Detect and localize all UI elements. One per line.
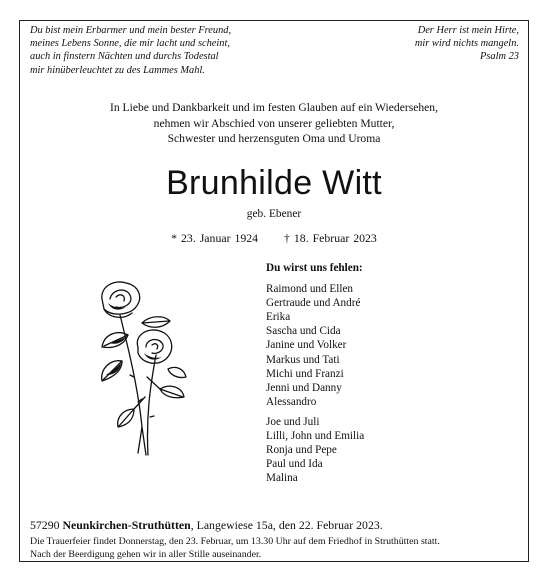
life-dates [20,231,528,246]
poem-left-line: mir hinüberleuchtet zu des Lammes Mahl. [30,64,205,76]
intro-line: Schwester und herzensguten Oma und Uroma [167,132,381,146]
list-item: Jenni und Danny [266,381,342,394]
poem-left-line: meines Lebens Sonne, die mir lacht und scheint, [30,38,230,50]
list-item: Lilli, John und Emilia [266,430,365,443]
town-name: Neunkirchen-Struthütten [62,518,191,532]
intro-text [20,100,528,147]
list-item: Markus und Tati [266,353,340,366]
psalm-reference: Psalm 23 [480,51,519,63]
poem-left-line: Du bist mein Erbarmer und mein bester Freund, [30,25,232,36]
list-item: Janine und Volker [266,339,347,352]
poem-left [30,24,231,77]
obituary-frame [19,20,529,562]
funeral-service-notice [30,536,440,561]
list-item: Erika [266,311,291,324]
psalm-line: Der Herr ist mein Hirte, [417,25,519,36]
list-item: Raimond und Ellen [266,283,354,296]
list-item: Michi und Franzi [266,367,344,380]
poem-left-line: auch in finstern Nächten und durchs Todestal [30,51,219,63]
birth-date: * 23. Januar 1924 [171,231,259,245]
deceased-name: Brunhilde Witt [166,164,382,202]
death-date: † 18. Februar 2023 [284,231,377,245]
intro-line: In Liebe und Dankbarkeit und im festen Glauben auf ein Wiedersehen, [109,101,438,114]
list-item: Ronja und Pepe [266,444,337,457]
mourners-group-grandchildren [266,415,364,485]
list-item: Alessandro [266,395,317,408]
list-item: Malina [266,472,298,485]
list-item: Paul und Ida [266,458,323,471]
address-and-date: , Langewiese 15a, den 22. Februar 2023. [190,518,383,532]
list-item: Gertraude und André [266,297,361,310]
rose-illustration-icon [90,277,190,457]
maiden-name: geb. Ebener [246,208,302,220]
service-line: Nach der Beerdigung gehen wir in aller Stille auseinander. [30,548,262,560]
list-item: Joe und Juli [266,415,320,428]
intro-line: nehmen wir Abschied von unserer geliebten Mutter, [153,116,395,130]
psalm-quote [415,24,519,64]
psalm-line: mir wird nichts mangeln. [414,38,519,50]
place-and-date [30,518,383,533]
mourners-list [266,261,364,485]
service-line: Die Trauerfeier findet Donnerstag, den 23. Februar, um 13.30 Uhr auf dem Friedhof in Struthütten statt. [30,536,440,547]
list-item: Sascha und Cida [266,325,341,338]
mourners-group-children [266,282,364,409]
mourners-heading: Du wirst uns fehlen: [266,262,363,274]
postal-code: 57290 [30,518,60,532]
